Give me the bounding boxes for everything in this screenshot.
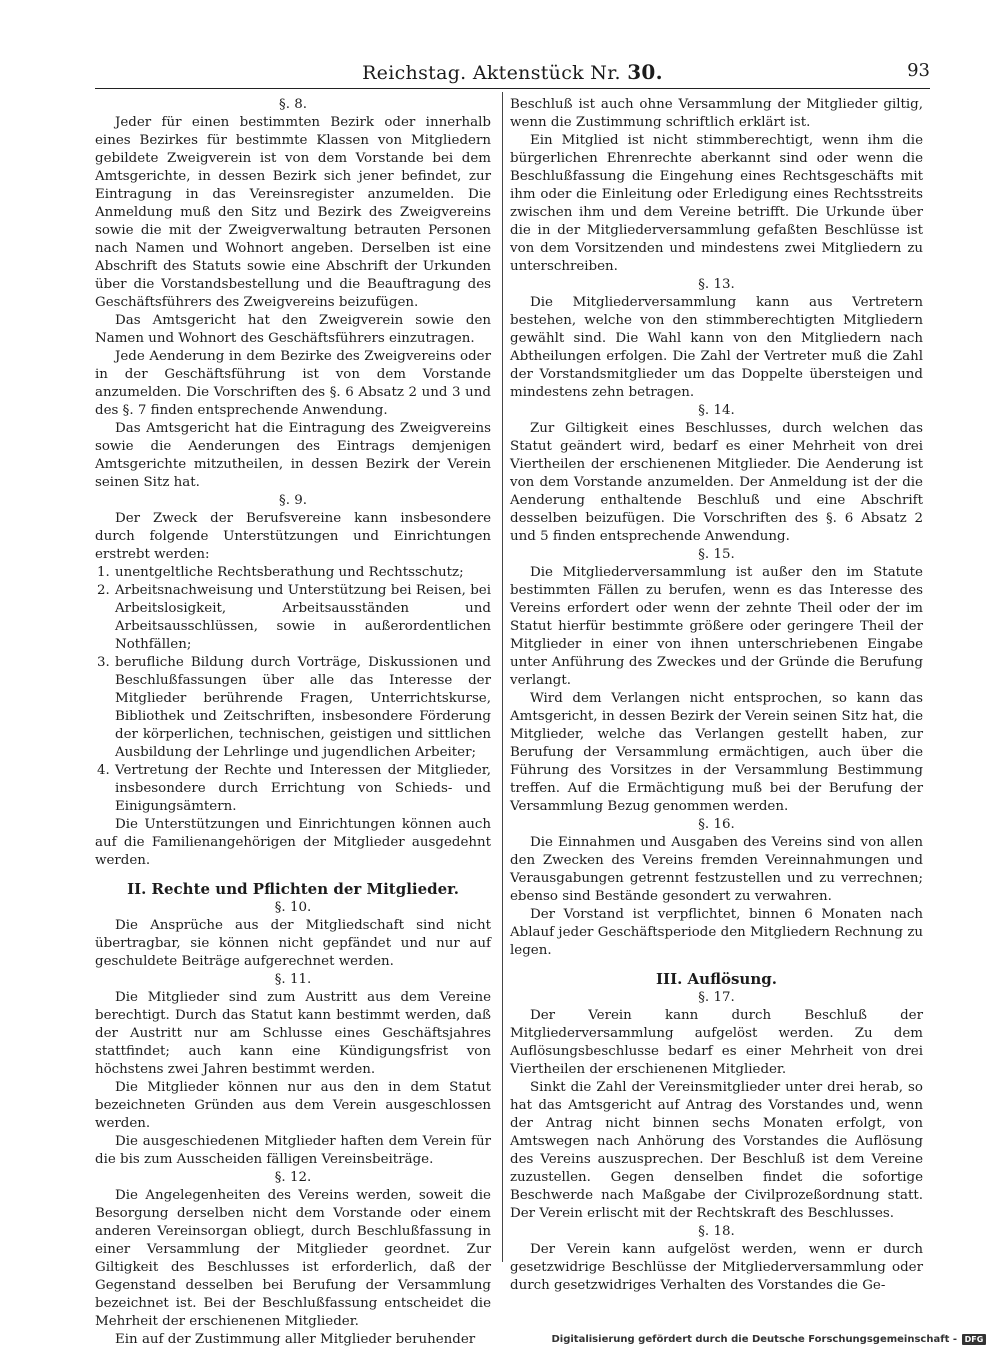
page-header bbox=[95, 60, 930, 89]
part-2-heading: II. Rechte und Pflichten der Mitglieder. bbox=[127, 880, 459, 898]
list-item-text: Arbeitsnachweisung und Unterstützung bei Reisen, bei Arbeitslosigkeit, Arbeitsausständen und Arbeitsausschlüssen, sowie in außerordentlichen Nothfällen; bbox=[115, 583, 491, 652]
right-column bbox=[510, 96, 923, 1293]
section-14-paragraph-1: Zur Giltigkeit eines Beschlusses, durch welchen das Statut geändert wird, bedarf es einer Mehrheit von drei Viertheilen der erschienenen Mitglieder. Die Aenderung ist von dem Vorstande anzumelden. Der Anmeldung ist der die Aenderung enthaltende Beschluß und eine Abschrift desselben beizufügen. Die Vorschriften des §. 6 Absatz 2 und 5 finden entsprechende Anwendung. bbox=[510, 421, 923, 544]
section-17-title: §. 17. bbox=[698, 990, 735, 1005]
column-divider bbox=[502, 92, 503, 1262]
list-item bbox=[95, 564, 491, 582]
section-12-continuation: Beschluß ist auch ohne Versammlung der Mitglieder giltig, wenn die Zustimmung schriftlich erklärt ist. bbox=[510, 97, 923, 130]
section-9-title: §. 9. bbox=[279, 493, 307, 508]
section-12-title: §. 12. bbox=[274, 1170, 312, 1185]
section-8-paragraph-2: Das Amtsgericht hat den Zweigverein sowie den Namen und Wohnort des Geschäftsführers einzutragen. bbox=[95, 313, 491, 346]
list-item-text: Vertretung der Rechte und Interessen der Mitglieder, insbesondere durch Errichtung von Schieds- und Einigungsämtern. bbox=[115, 763, 491, 814]
section-18-title: §. 18. bbox=[698, 1224, 735, 1239]
section-15-title: §. 15. bbox=[698, 547, 735, 562]
section-18-paragraph-1: Der Verein kann aufgelöst werden, wenn er durch gesetzwidrige Beschlüsse der Mitgliederversammlung oder durch gesetzwidriges Verhalten des Vorstandes die Ge- bbox=[510, 1242, 923, 1293]
section-13-title: §. 13. bbox=[698, 277, 735, 292]
section-9-list bbox=[95, 564, 491, 816]
section-15-paragraph-1: Die Mitgliederversammlung ist außer den im Statute bestimmten Fällen zu berufen, wenn es das Interesse des Vereins erfordert oder wenn der zehnte Theil oder der im Statut hierfür bestimmte größere oder geringere Theil der Mitglieder in einer von ihnen unterschriebenen Eingabe unter Anführung des Zweckes und der Gründe die Berufung verlangt. bbox=[510, 565, 923, 688]
running-title-prefix: Reichstag. Aktenstück Nr. bbox=[362, 62, 621, 84]
section-11-paragraph-1: Die Mitglieder sind zum Austritt aus dem Vereine berechtigt. Durch das Statut kann bestimmt werden, daß der Austritt nur am Schlusse eines Geschäftsjahres stattfindet; auch kann eine Kündigungsfrist von höchstens zwei Jahren bestimmt werden. bbox=[95, 990, 491, 1077]
section-8-paragraph-1: Jeder für einen bestimmten Bezirk oder innerhalb eines Bezirkes für bestimmte Klassen von Mitgliedern gebildete Zweigverein ist von dem Vorstande bei dem Amtsgerichte, in dessen Bezirk sich jener befindet, zur Eintragung in das Vereinsregister anzumelden. Die Anmeldung muß den Sitz und Bezirk des Zweigvereins sowie die mit der Zweigverwaltung betrauten Personen nach Namen und Wohnort angeben. Derselben ist eine Abschrift des Statuts sowie eine Abschrift der Urkunden über die Vorstandsbestellung und die Beauftragung des Geschäftsführers des Zweigvereins beizufügen. bbox=[95, 115, 491, 310]
running-title bbox=[95, 60, 930, 84]
list-item-number: 1. bbox=[97, 565, 110, 580]
section-17-paragraph-1: Der Verein kann durch Beschluß der Mitgliederversammlung aufgelöst werden. Zu dem Auflösungsbeschlusse bedarf es einer Mehrheit von drei Viertheilen der erschienenen Mitglieder. bbox=[510, 1008, 923, 1077]
list-item-number: 3. bbox=[97, 655, 110, 670]
section-16-paragraph-2: Der Vorstand ist verpflichtet, binnen 6 Monaten nach Ablauf jeder Geschäftsperiode den Mitgliedern Rechnung zu legen. bbox=[510, 907, 923, 958]
page-number: 93 bbox=[907, 60, 930, 81]
section-12-paragraph-3: Ein Mitglied ist nicht stimmberechtigt, wenn ihm die bürgerlichen Ehrenrechte aberkannt sind oder wenn die Beschlußfassung die Eingehung eines Rechtsgeschäfts mit ihm oder die Einleitung oder Erledigung eines Rechtsstreits zwischen ihm und dem Vereine betrifft. Die Urkunde über die in der Mitgliederversammlung gefaßten Beschlüsse ist von dem Vorsitzenden und mindestens zwei Mitgliedern zu unterschreiben. bbox=[510, 133, 923, 274]
part-3-heading: III. Auflösung. bbox=[656, 970, 777, 988]
section-11-paragraph-3: Die ausgeschiedenen Mitglieder haften dem Verein für die bis zum Ausscheiden fälligen Vereinsbeiträge. bbox=[95, 1134, 491, 1167]
dfg-logo: DFG bbox=[962, 1334, 986, 1345]
section-10-title: §. 10. bbox=[274, 900, 312, 915]
section-11-paragraph-2: Die Mitglieder können nur aus den in dem Statut bezeichneten Gründen aus dem Verein ausgeschlossen werden. bbox=[95, 1080, 491, 1131]
list-item-number: 2. bbox=[97, 583, 110, 598]
section-8-paragraph-3: Jede Aenderung in dem Bezirke des Zweigvereins oder in der Geschäftsführung ist von dem Vorstande anzumelden. Die Vorschriften des §. 6 Absatz 2 und 3 und des §. 7 finden entsprechende Anwendung. bbox=[95, 349, 491, 418]
section-16-title: §. 16. bbox=[698, 817, 735, 832]
list-item-number: 4. bbox=[97, 763, 110, 778]
section-8-paragraph-4: Das Amtsgericht hat die Eintragung des Zweigvereins sowie die Aenderungen des Eintrags demjenigen Amtsgerichte mitzutheilen, in dessen Bezirk der Verein seinen Sitz hat. bbox=[95, 421, 491, 490]
list-item-text: berufliche Bildung durch Vorträge, Diskussionen und Beschlußfassungen über alle das Interesse der Mitglieder berührende Fragen, Unterrichtskurse, Bibliothek und Zeitschriften, insbesondere Förderung der körperlichen, technischen, geistigen und sittlichen Ausbildung der Lehrlinge und jugendlichen Arbeiter; bbox=[115, 655, 491, 760]
section-9-paragraph-2: Die Unterstützungen und Einrichtungen können auch auf die Familienangehörigen der Mitglieder ausgedehnt werden. bbox=[95, 817, 491, 868]
section-10-paragraph-1: Die Ansprüche aus der Mitgliedschaft sind nicht übertragbar, sie können nicht gepfändet und nur auf geschuldete Beiträge aufgerechnet werden. bbox=[95, 918, 491, 969]
list-item-text: unentgeltliche Rechtsberathung und Rechtsschutz; bbox=[115, 565, 464, 580]
list-item bbox=[95, 582, 491, 654]
digitization-credit bbox=[551, 1334, 986, 1345]
section-17-paragraph-2: Sinkt die Zahl der Vereinsmitglieder unter drei herab, so hat das Amtsgericht auf Antrag des Vorstandes und, wenn der Antrag nicht binnen sechs Monaten erfolgt, von Amtswegen nach Anhörung des Vorstandes die Auflösung des Vereins auszusprechen. Der Beschluß ist dem Vereine zuzustellen. Gegen denselben findet die sofortige Beschwerde nach Maßgabe der Civilprozeßordnung statt. Der Verein erlischt mit der Rechtskraft des Beschlusses. bbox=[510, 1080, 923, 1221]
credit-text: Digitalisierung gefördert durch die Deutsche Forschungsgemeinschaft - bbox=[551, 1334, 957, 1345]
section-12-paragraph-2: Ein auf der Zustimmung aller Mitglieder beruhender bbox=[115, 1332, 476, 1347]
list-item bbox=[95, 654, 491, 762]
left-column bbox=[95, 96, 491, 1347]
section-14-title: §. 14. bbox=[698, 403, 735, 418]
section-16-paragraph-1: Die Einnahmen und Ausgaben des Vereins sind von allen den Zwecken des Vereins fremden Vereinnahmungen und Verausgabungen getrennt festzustellen und zu verrechnen; ebenso sind Bestände gesondert zu verwahren. bbox=[510, 835, 923, 904]
section-9-paragraph-1: Der Zweck der Berufsvereine kann insbesondere durch folgende Unterstützungen und Einrichtungen erstrebt werden: bbox=[95, 511, 491, 562]
section-13-paragraph-1: Die Mitgliederversammlung kann aus Vertretern bestehen, welche von den stimmberechtigten Mitgliedern gewählt sind. Die Wahl kann von den Mitgliedern nach Abtheilungen erfolgen. Die Zahl der Vertreter muß die Zahl der Vorstandsmitglieder um das Doppelte übersteigen und mindestens zehn betragen. bbox=[510, 295, 923, 400]
section-15-paragraph-2: Wird dem Verlangen nicht entsprochen, so kann das Amtsgericht, in dessen Bezirk der Verein seinen Sitz hat, die Mitglieder, welche das Verlangen gestellt haben, zur Berufung der Versammlung ermächtigen, auch über die Führung des Vorsitzes in der Versammlung Bestimmung treffen. Auf die Ermächtigung muß bei der Berufung der Versammlung Bezug genommen werden. bbox=[510, 691, 923, 814]
list-item bbox=[95, 762, 491, 816]
section-11-title: §. 11. bbox=[274, 972, 312, 987]
document-number: 30. bbox=[627, 60, 663, 84]
section-8-title: §. 8. bbox=[279, 97, 307, 112]
section-12-paragraph-1: Die Angelegenheiten des Vereins werden, soweit die Besorgung derselben nicht dem Vorstande oder einem anderen Vereinsorgan obliegt, durch Beschlußfassung in einer Versammlung der Mitglieder geordnet. Zur Giltigkeit des Beschlusses ist erforderlich, daß der Gegenstand desselben bei Berufung der Versammlung bezeichnet ist. Bei der Beschlußfassung entscheidet die Mehrheit der erschienenen Mitglieder. bbox=[95, 1188, 491, 1329]
